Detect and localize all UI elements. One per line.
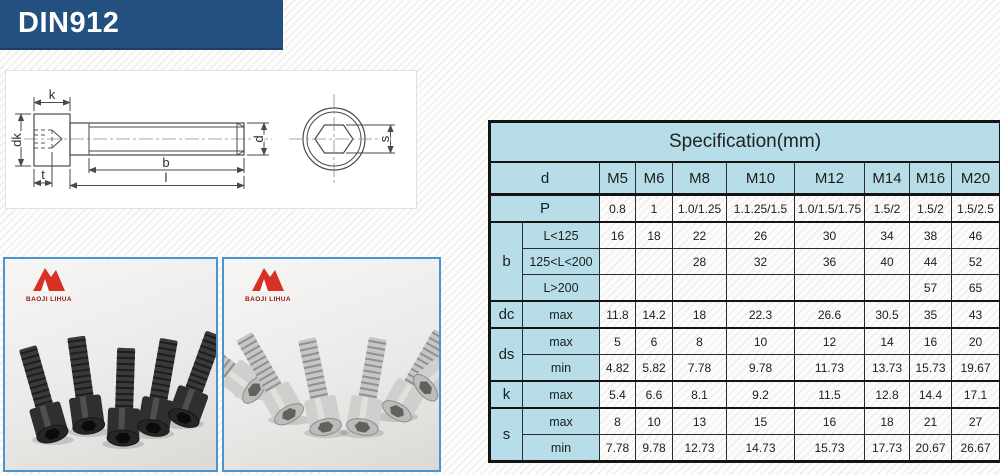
- spec-cell: 4.82: [600, 355, 636, 382]
- row-sublabel: max: [523, 328, 600, 355]
- col-header-m8: M8: [673, 162, 727, 195]
- spec-cell: 6: [636, 328, 673, 355]
- spec-cell: [636, 275, 673, 302]
- spec-cell: 19.67: [952, 355, 1000, 382]
- spec-cell: 7.78: [673, 355, 727, 382]
- logo-mountain-icon: [251, 266, 285, 292]
- spec-cell: 5.4: [600, 381, 636, 408]
- row-label: dc: [490, 301, 523, 328]
- spec-cell: 10: [727, 328, 795, 355]
- row-s-max: [490, 408, 1000, 435]
- row-sublabel: 125<L<200: [523, 249, 600, 275]
- drawing-panel: [5, 70, 417, 209]
- row-sublabel: min: [523, 435, 600, 462]
- spec-cell: 7.78: [600, 435, 636, 462]
- spec-cell: 35: [910, 301, 952, 328]
- col-header-m10: M10: [727, 162, 795, 195]
- dim-label-dk: dk: [9, 133, 24, 147]
- technical-drawing-svg: [6, 71, 416, 208]
- spec-cell: 1: [636, 195, 673, 223]
- spec-cell: 20: [952, 328, 1000, 355]
- spec-cell: 15.73: [910, 355, 952, 382]
- dim-label-l: l: [164, 170, 168, 185]
- spec-cell: 12.73: [673, 435, 727, 462]
- spec-cell: 5.82: [636, 355, 673, 382]
- spec-cell: 36: [795, 249, 865, 275]
- spec-cell: 1.1.25/1.5: [727, 195, 795, 223]
- row-b-2: [490, 249, 1000, 275]
- spec-cell: 9.78: [636, 435, 673, 462]
- row-label: k: [490, 381, 523, 408]
- row-sublabel: L>200: [523, 275, 600, 302]
- spec-cell: 12: [795, 328, 865, 355]
- spec-cell: 14: [865, 328, 910, 355]
- col-header-m12: M12: [795, 162, 865, 195]
- spec-cell: 40: [865, 249, 910, 275]
- spec-cell: 27: [952, 408, 1000, 435]
- spec-cell: [600, 275, 636, 302]
- spec-cell: 18: [636, 222, 673, 249]
- col-header-m20: M20: [952, 162, 1000, 195]
- size-header-row: [490, 162, 1000, 195]
- spec-cell: 28: [673, 249, 727, 275]
- spec-cell: 20.67: [910, 435, 952, 462]
- spec-cell: 9.78: [727, 355, 795, 382]
- spec-cell: 32: [727, 249, 795, 275]
- spec-cell: 8: [600, 408, 636, 435]
- row-label: P: [490, 195, 600, 223]
- page-title: DIN912: [18, 7, 120, 39]
- brand-logo: [17, 266, 81, 303]
- spec-cell: 10: [636, 408, 673, 435]
- spec-cell: 16: [600, 222, 636, 249]
- spec-cell: 11.73: [795, 355, 865, 382]
- row-s-min: [490, 435, 1000, 462]
- spec-cell: 13: [673, 408, 727, 435]
- col-header-m16: M16: [910, 162, 952, 195]
- spec-cell: 26.67: [952, 435, 1000, 462]
- photo-silver-screws: [222, 257, 441, 472]
- spec-cell: 21: [910, 408, 952, 435]
- spec-cell: 57: [910, 275, 952, 302]
- spec-cell: 9.2: [727, 381, 795, 408]
- spec-cell: 46: [952, 222, 1000, 249]
- row-ds-max: [490, 328, 1000, 355]
- spec-table-wrap: [488, 120, 1000, 463]
- spec-cell: 22: [673, 222, 727, 249]
- spec-cell: [636, 249, 673, 275]
- spec-cell: 22.3: [727, 301, 795, 328]
- spec-cell: 1.5/2: [910, 195, 952, 223]
- spec-table: [488, 120, 1000, 463]
- logo-text: BAOJI LIHUA: [245, 296, 291, 303]
- spec-cell: 15: [727, 408, 795, 435]
- spec-cell: 65: [952, 275, 1000, 302]
- row-label: b: [490, 222, 523, 301]
- spec-cell: 26.6: [795, 301, 865, 328]
- photo-black-screws: [3, 257, 218, 472]
- spec-cell: 15.73: [795, 435, 865, 462]
- spec-cell: 18: [865, 408, 910, 435]
- spec-cell: [727, 275, 795, 302]
- spec-cell: 52: [952, 249, 1000, 275]
- d-header: d: [490, 162, 600, 195]
- spec-cell: 8: [673, 328, 727, 355]
- spec-cell: 1.0/1.25: [673, 195, 727, 223]
- spec-cell: 13.73: [865, 355, 910, 382]
- spec-cell: 16: [795, 408, 865, 435]
- header-bar: [0, 0, 283, 50]
- col-header-m5: M5: [600, 162, 636, 195]
- spec-cell: 11.8: [600, 301, 636, 328]
- dim-label-t: t: [41, 167, 45, 182]
- spec-cell: 17.1: [952, 381, 1000, 408]
- spec-cell: 1.5/2: [865, 195, 910, 223]
- logo-mountain-icon: [32, 266, 66, 292]
- row-label: ds: [490, 328, 523, 381]
- col-header-m6: M6: [636, 162, 673, 195]
- spec-cell: 30: [795, 222, 865, 249]
- spec-cell: 14.4: [910, 381, 952, 408]
- spec-cell: [865, 275, 910, 302]
- end-view: [289, 94, 395, 184]
- row-b-3: [490, 275, 1000, 302]
- spec-cell: 14.73: [727, 435, 795, 462]
- spec-cell: [795, 275, 865, 302]
- spec-cell: 30.5: [865, 301, 910, 328]
- row-ds-min: [490, 355, 1000, 382]
- spec-cell: 6.6: [636, 381, 673, 408]
- spec-cell: 1.5/2.5: [952, 195, 1000, 223]
- spec-cell: [600, 249, 636, 275]
- dim-label-k: k: [48, 87, 56, 102]
- logo-text: BAOJI LIHUA: [26, 296, 72, 303]
- col-header-m14: M14: [865, 162, 910, 195]
- spec-cell: [673, 275, 727, 302]
- row-sublabel: min: [523, 355, 600, 382]
- row-sublabel: max: [523, 381, 600, 408]
- row-sublabel: L<125: [523, 222, 600, 249]
- dim-label-s: s: [377, 135, 392, 143]
- dim-label-b: b: [162, 155, 170, 170]
- spec-cell: 34: [865, 222, 910, 249]
- row-sublabel: max: [523, 408, 600, 435]
- spec-table-title: Specification(mm): [490, 122, 1000, 163]
- spec-cell: 1.0/1.5/1.75: [795, 195, 865, 223]
- brand-logo: [236, 266, 300, 303]
- spec-cell: 43: [952, 301, 1000, 328]
- spec-cell: 44: [910, 249, 952, 275]
- row-dc: [490, 301, 1000, 328]
- row-sublabel: max: [523, 301, 600, 328]
- spec-cell: 5: [600, 328, 636, 355]
- spec-cell: 16: [910, 328, 952, 355]
- spec-cell: 38: [910, 222, 952, 249]
- spec-cell: 14.2: [636, 301, 673, 328]
- row-k: [490, 381, 1000, 408]
- spec-cell: 11.5: [795, 381, 865, 408]
- dim-label-d: d: [251, 135, 266, 143]
- row-label: s: [490, 408, 523, 462]
- row-b-1: [490, 222, 1000, 249]
- spec-cell: 0.8: [600, 195, 636, 223]
- spec-cell: 26: [727, 222, 795, 249]
- spec-cell: 8.1: [673, 381, 727, 408]
- spec-cell: 18: [673, 301, 727, 328]
- spec-cell: 12.8: [865, 381, 910, 408]
- spec-cell: 17.73: [865, 435, 910, 462]
- row-p: [490, 195, 1000, 223]
